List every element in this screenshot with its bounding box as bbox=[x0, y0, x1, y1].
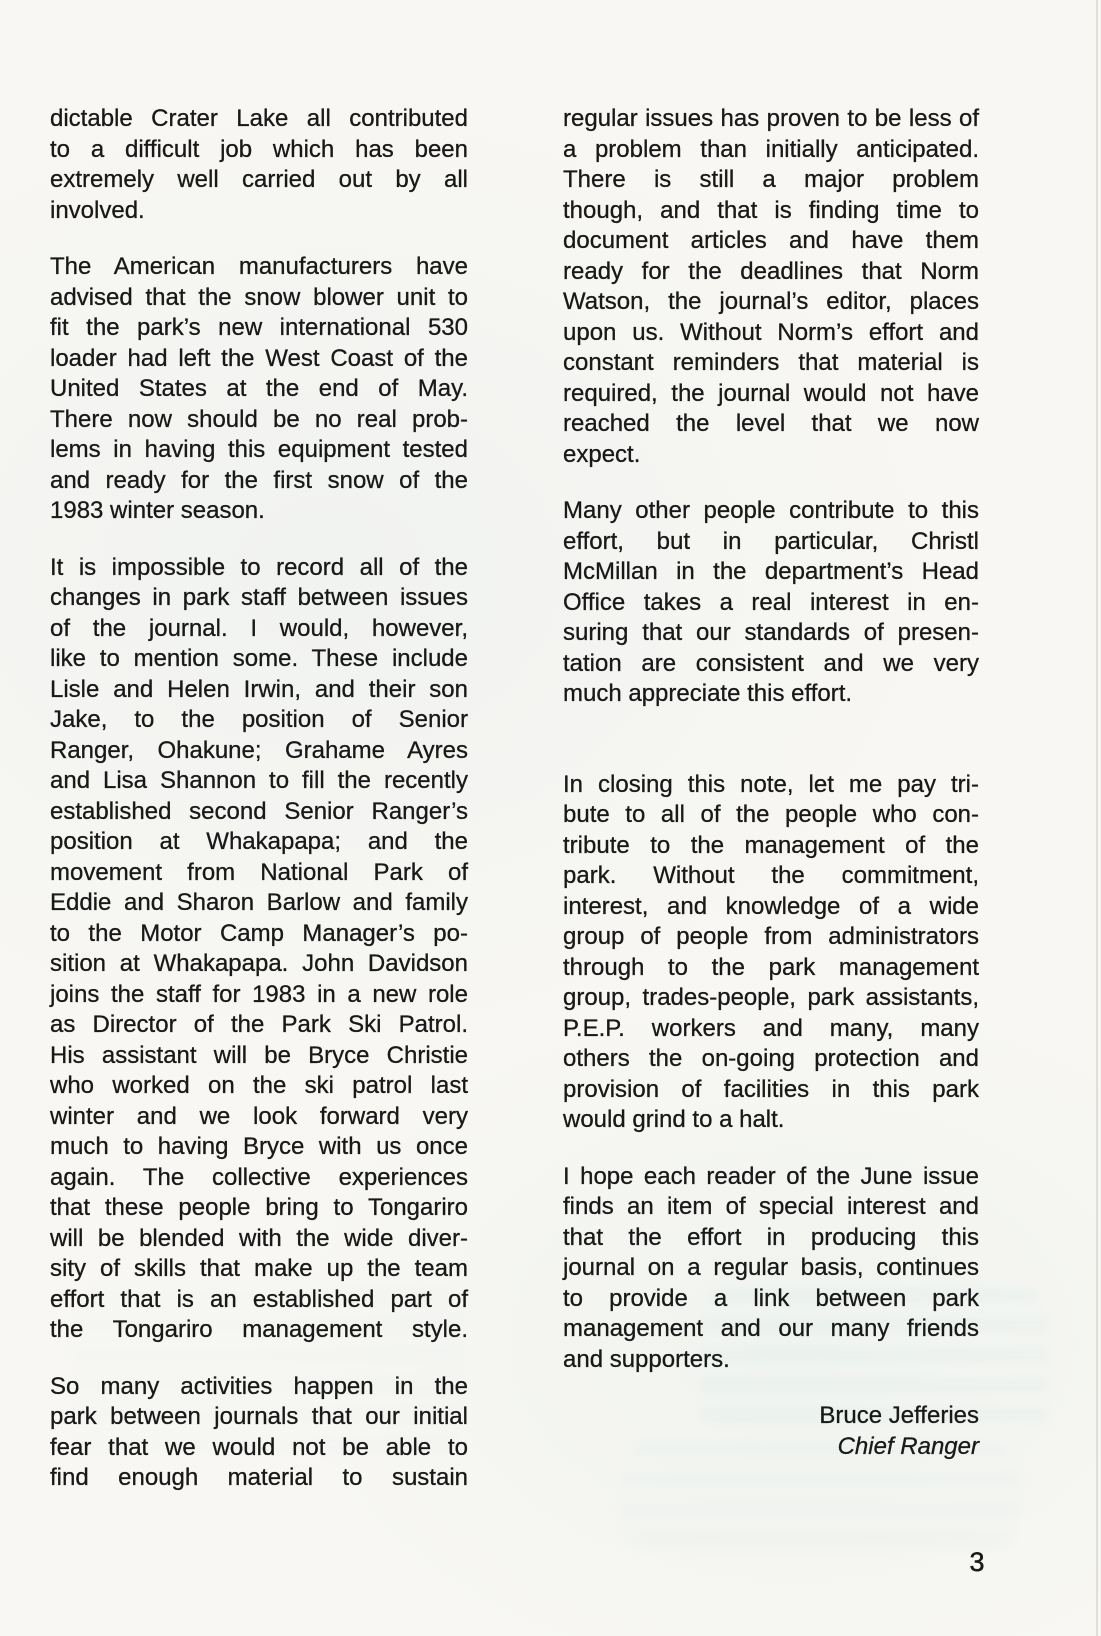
text-line: Office takes a real interest in en- bbox=[563, 588, 979, 616]
text-line: reached the level that we now bbox=[563, 410, 979, 437]
paragraph bbox=[50, 252, 468, 527]
text-line: that these people bring to Tongariro bbox=[50, 1194, 468, 1221]
text-line: 1983 winter season. bbox=[50, 497, 265, 524]
text-line: find enough material to sustain bbox=[50, 1464, 468, 1491]
text-line: and supporters. bbox=[563, 1345, 730, 1373]
paragraph bbox=[50, 1372, 468, 1494]
text-line: expect. bbox=[563, 440, 641, 468]
signature-block bbox=[563, 1401, 979, 1462]
text-line: involved. bbox=[50, 196, 145, 224]
text-line: suring that our standards of presen- bbox=[563, 619, 979, 646]
text-line: ready for the deadlines that Norm bbox=[563, 257, 979, 285]
text-line: effort, but in particular, Christl bbox=[563, 527, 979, 555]
text-line: fear that we would not be able to bbox=[50, 1433, 468, 1461]
text-line: tribute to the management of the bbox=[563, 831, 979, 859]
text-line: position at Whakapapa; and the bbox=[50, 828, 468, 855]
text-line: Watson, the journal’s editor, places bbox=[563, 288, 979, 315]
text-line: McMillan in the department’s Head bbox=[563, 558, 979, 585]
text-line: bute to all of the people who con- bbox=[563, 801, 979, 828]
text-line: sity of skills that make up the team bbox=[50, 1255, 468, 1282]
page-number: 3 bbox=[969, 1547, 985, 1577]
paragraph bbox=[563, 104, 979, 470]
text-line: like to mention some. These include bbox=[50, 645, 468, 672]
text-line: and Lisa Shannon to fill the recently bbox=[50, 767, 468, 794]
text-line: to a difficult job which has been bbox=[50, 135, 468, 163]
text-line: group of people from administrators bbox=[563, 923, 979, 950]
text-line: constant reminders that material is bbox=[563, 349, 979, 376]
text-line: Jake, to the position of Senior bbox=[50, 706, 468, 733]
text-line: through to the park management bbox=[563, 953, 979, 981]
text-line: There now should be no real prob- bbox=[50, 405, 468, 433]
text-line: P.E.P. workers and many, many bbox=[563, 1014, 979, 1042]
text-line: as Director of the Park Ski Patrol. bbox=[50, 1011, 468, 1038]
text-line: United States at the end of May. bbox=[50, 375, 468, 402]
signature-title: Chief Ranger bbox=[837, 1432, 979, 1460]
paragraph bbox=[50, 104, 468, 226]
text-line: fit the park’s new international 530 bbox=[50, 314, 468, 341]
text-line: and ready for the first snow of the bbox=[50, 466, 468, 494]
text-line: movement from National Park of bbox=[50, 858, 468, 886]
text-line: group, trades-people, park assistants, bbox=[563, 984, 979, 1011]
text-line: finds an item of special interest and bbox=[563, 1193, 979, 1220]
left-text-column bbox=[50, 104, 468, 1520]
text-line: to provide a link between park bbox=[563, 1284, 979, 1312]
text-line: to the Motor Camp Manager’s po- bbox=[50, 919, 468, 947]
paragraph bbox=[563, 1162, 979, 1376]
text-line: advised that the snow blower unit to bbox=[50, 283, 468, 311]
text-line: provision of facilities in this park bbox=[563, 1075, 979, 1103]
text-line: In closing this note, let me pay tri- bbox=[563, 770, 979, 798]
text-line: effort that is an established part of bbox=[50, 1285, 468, 1313]
text-line: Lisle and Helen Irwin, and their son bbox=[50, 675, 468, 703]
text-line: sition at Whakapapa. John Davidson bbox=[50, 950, 468, 977]
paragraph bbox=[563, 770, 979, 1136]
text-line: of the journal. I would, however, bbox=[50, 614, 468, 642]
text-line: much appreciate this effort. bbox=[563, 680, 853, 707]
text-line: extremely well carried out by all bbox=[50, 166, 468, 193]
text-line: changes in park staff between issues bbox=[50, 584, 468, 611]
text-line: who worked on the ski patrol last bbox=[50, 1072, 468, 1099]
scan-edge-shadow bbox=[1096, 0, 1098, 1636]
text-line: that the effort in producing this bbox=[563, 1223, 979, 1251]
text-line: I hope each reader of the June issue bbox=[563, 1162, 979, 1190]
text-line: upon us. Without Norm’s effort and bbox=[563, 318, 979, 346]
text-line: a problem than initially anticipated. bbox=[563, 135, 979, 163]
text-line: joins the staff for 1983 in a new role bbox=[50, 980, 468, 1008]
text-line: park between journals that our initial bbox=[50, 1403, 468, 1430]
text-line: though, and that is finding time to bbox=[563, 196, 979, 224]
text-line: lems in having this equipment tested bbox=[50, 436, 468, 463]
text-line: Ranger, Ohakune; Grahame Ayres bbox=[50, 736, 468, 764]
text-line: dictable Crater Lake all contributed bbox=[50, 105, 468, 132]
text-line: loader had left the West Coast of the bbox=[50, 344, 468, 372]
text-line: tation are consistent and we very bbox=[563, 649, 979, 677]
text-line: There is still a major problem bbox=[563, 166, 979, 193]
text-line: The American manufacturers have bbox=[50, 253, 468, 280]
text-line: His assistant will be Bryce Christie bbox=[50, 1041, 468, 1069]
text-line: interest, and knowledge of a wide bbox=[563, 892, 979, 920]
text-line: Eddie and Sharon Barlow and family bbox=[50, 889, 468, 916]
text-line: winter and we look forward very bbox=[50, 1102, 468, 1130]
text-line: management and our many friends bbox=[563, 1315, 979, 1342]
text-line: will be blended with the wide diver- bbox=[50, 1224, 468, 1252]
text-line: So many activities happen in the bbox=[50, 1372, 468, 1400]
right-text-column bbox=[563, 104, 979, 1462]
text-line: would grind to a halt. bbox=[563, 1106, 785, 1133]
text-line: park. Without the commitment, bbox=[563, 862, 979, 889]
right-column-paragraphs bbox=[563, 104, 979, 1375]
text-line: required, the journal would not have bbox=[563, 379, 979, 407]
signature-name: Bruce Jefferies bbox=[819, 1402, 979, 1429]
text-line: regular issues has proven to be less of bbox=[563, 105, 979, 132]
paragraph bbox=[563, 496, 979, 710]
text-line: document articles and have them bbox=[563, 227, 979, 254]
text-line: much to having Bryce with us once bbox=[50, 1133, 468, 1160]
text-line: It is impossible to record all of the bbox=[50, 553, 468, 581]
text-line: others the on-going protection and bbox=[563, 1045, 979, 1072]
text-line: again. The collective experiences bbox=[50, 1163, 468, 1191]
text-line: Many other people contribute to this bbox=[563, 497, 979, 524]
paragraph bbox=[50, 553, 468, 1346]
text-line: journal on a regular basis, continues bbox=[563, 1254, 979, 1281]
text-line: established second Senior Ranger’s bbox=[50, 797, 468, 825]
text-line: the Tongariro management style. bbox=[50, 1316, 468, 1343]
